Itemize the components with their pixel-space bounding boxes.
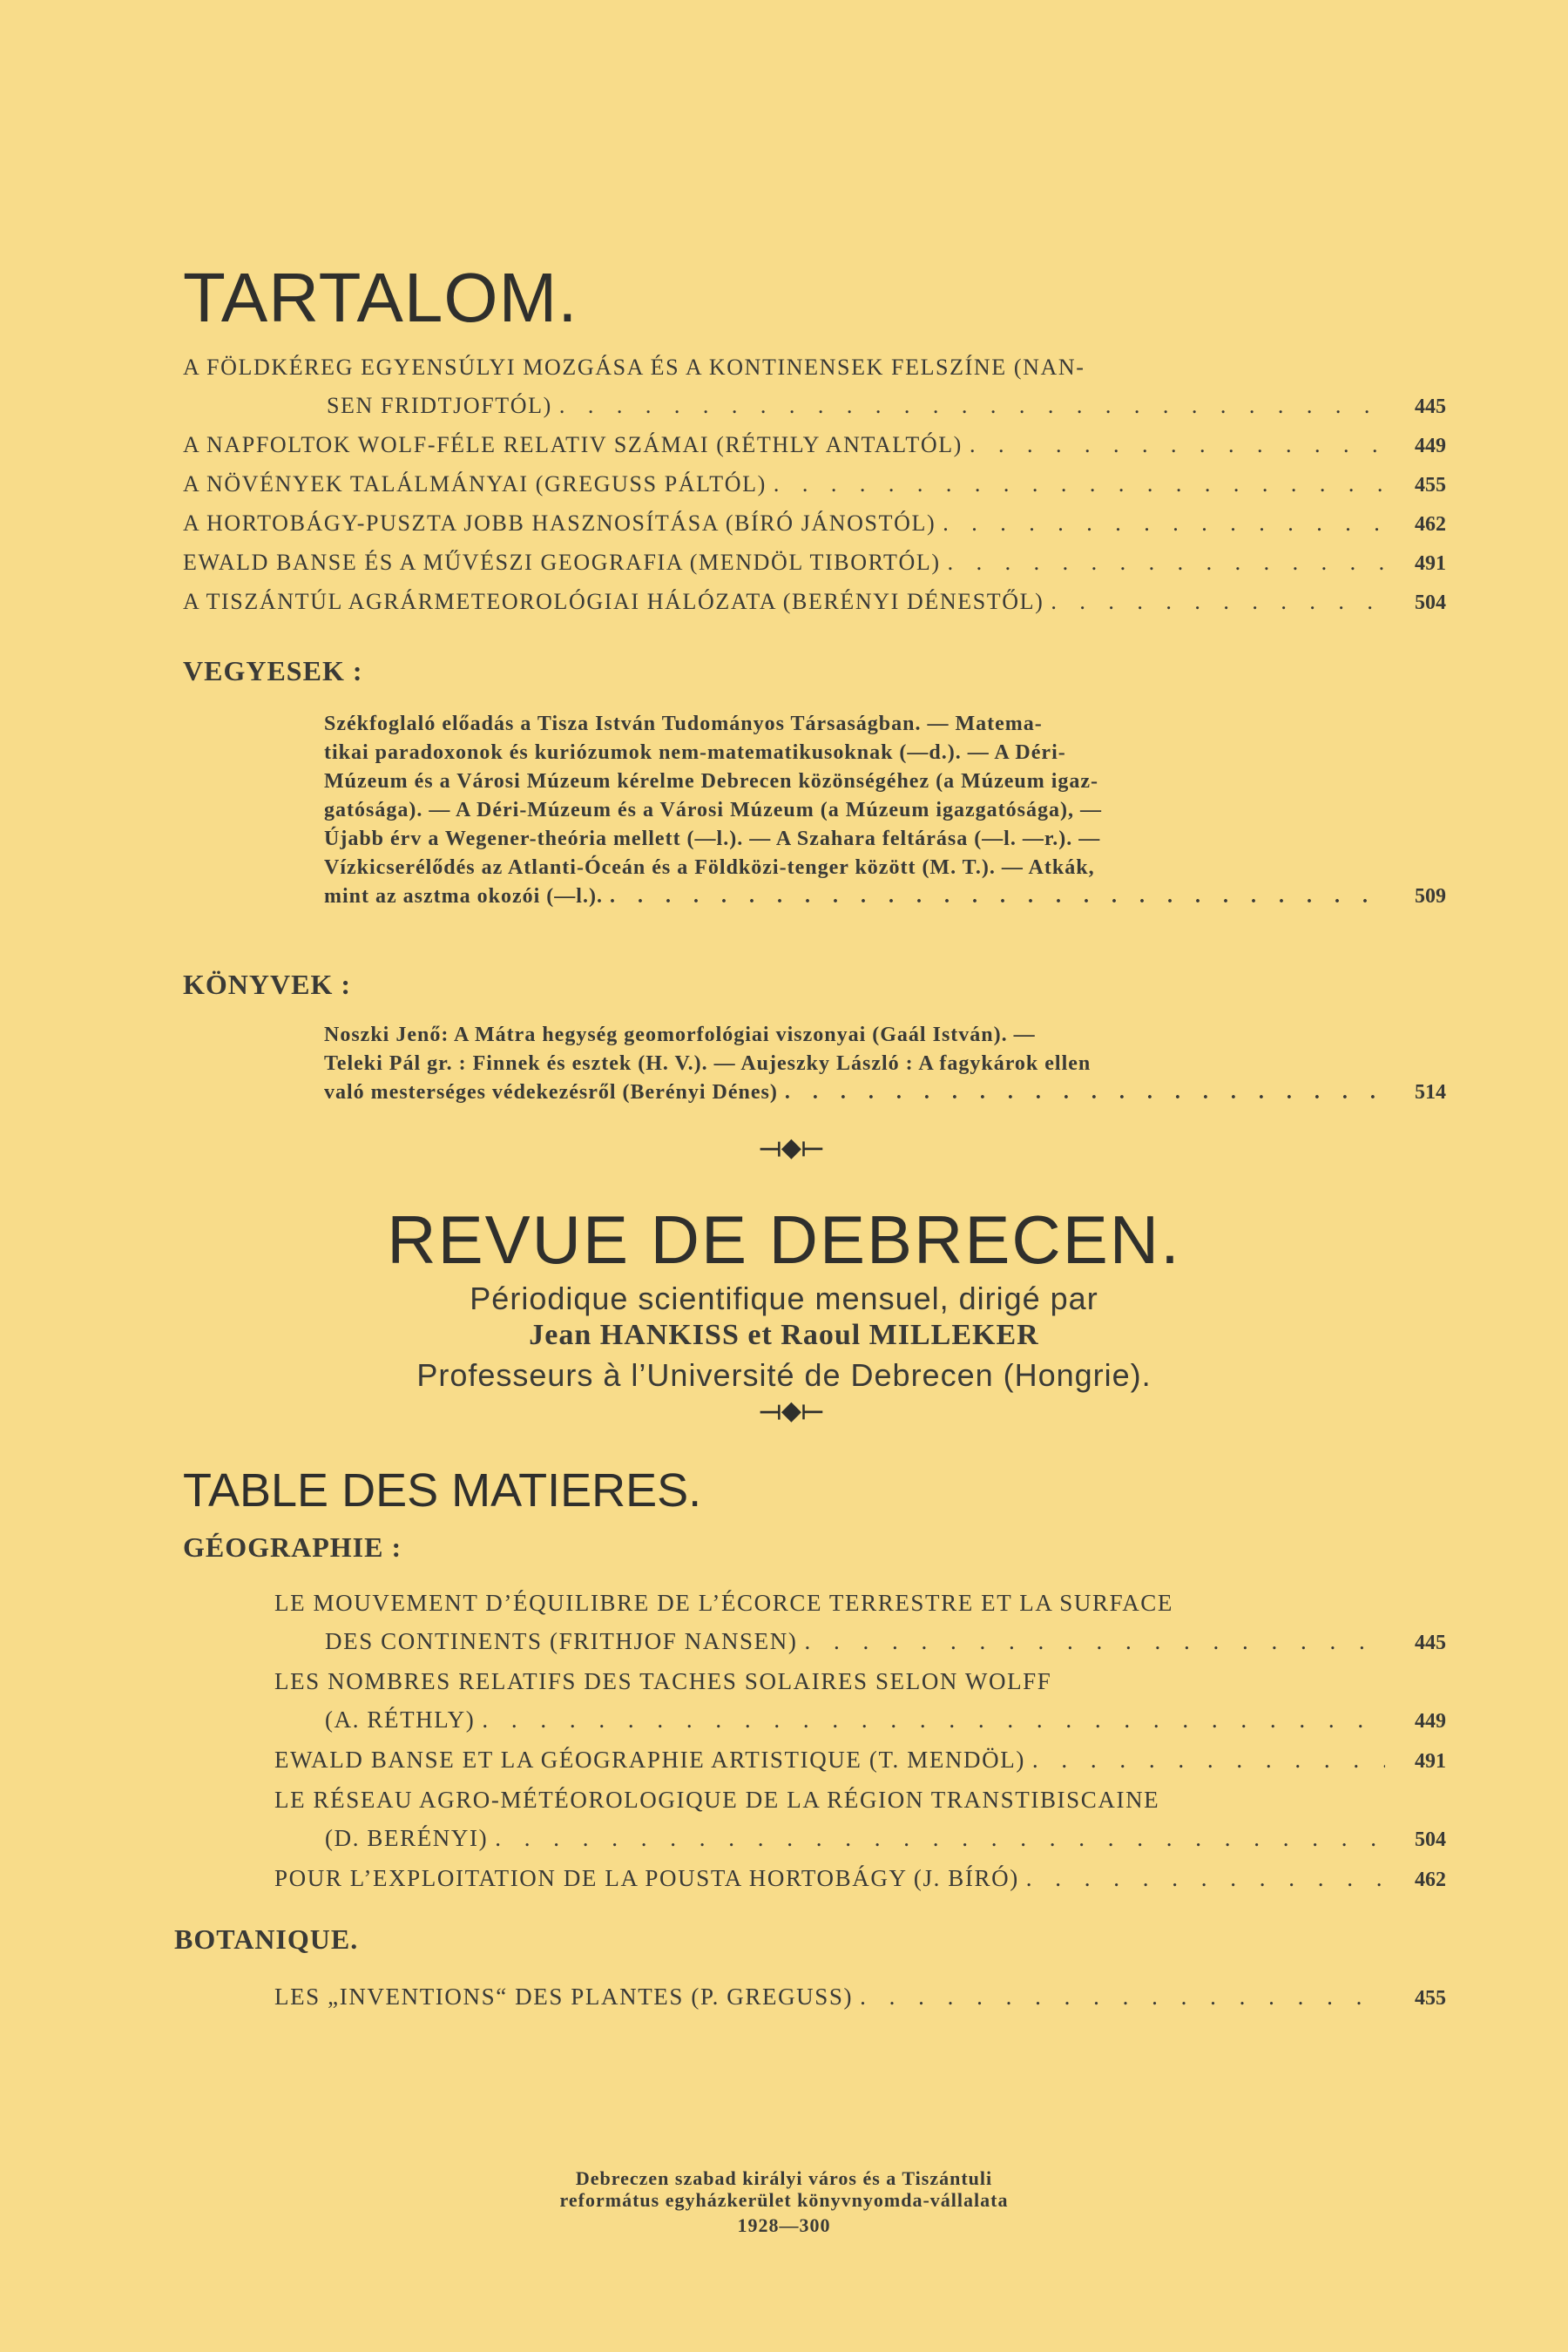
section-heading-konyvek: KÖNYVEK : — [183, 969, 351, 1000]
toc-entry-3[interactable] — [183, 465, 1446, 504]
paragraph-last-line — [324, 882, 1446, 911]
dot-leader — [941, 544, 1385, 582]
toc-entry-line2: DES CONTINENTS (FRITHJOF NANSEN) — [325, 1628, 798, 1654]
section-heading-botanique: BOTANIQUE. — [174, 1923, 359, 1955]
imprint-line: református egyházkerület könyvnyomda-vállalata — [559, 2189, 1009, 2211]
journal-subtitle: Périodique scientifique mensuel, dirigé par — [470, 1281, 1098, 1316]
toc-entry-1-line2: SEN FRIDTJOFTÓL) — [327, 393, 552, 418]
toc-entry-fr-3[interactable] — [274, 1740, 1446, 1781]
journal-editors: Jean HANKISS et Raoul MILLEKER — [529, 1319, 1039, 1351]
dot-leader — [1019, 1859, 1385, 1897]
toc-page-number: 462 — [1415, 1869, 1446, 1891]
toc-entry-fr-2[interactable] — [274, 1700, 1446, 1740]
paragraph-line: tikai paradoxonok és kuriózumok nem-matematikusoknak (—d.). — A Déri- — [324, 741, 1066, 764]
toc-entry-title: A NÖVÉNYEK TALÁLMÁNYAI (GREGUSS PÁLTÓL) — [183, 471, 767, 497]
toc-page-number: 445 — [1415, 395, 1446, 418]
toc-entry-1-line1: A FÖLDKÉREG EGYENSÚLYI MOZGÁSA ÉS A KONTINENSEK FELSZÍNE (NAN- — [183, 355, 1085, 380]
dot-leader — [1044, 583, 1385, 621]
dot-leader — [1025, 1740, 1385, 1779]
toc-page-number: 514 — [1415, 1081, 1446, 1104]
journal-title: REVUE DE DEBRECEN. — [387, 1201, 1181, 1278]
toc-entry-fr-5[interactable] — [274, 1859, 1446, 1899]
dot-leader — [963, 426, 1385, 464]
toc-entry-title: EWALD BANSE ÉS A MŰVÉSZI GEOGRAFIA (MENDÖL TIBORTÓL) — [183, 550, 941, 575]
imprint-line: Debreczen szabad királyi város és a Tiszántuli — [575, 2167, 993, 2189]
paragraph-line: Székfoglaló előadás a Tisza István Tudományos Társaságban. — Matema- — [324, 713, 1043, 735]
toc-page-number: 504 — [1415, 1828, 1446, 1851]
toc-page-number: 455 — [1415, 1987, 1446, 2010]
page-title: TARTALOM. — [183, 259, 578, 336]
toc-entry-line1: LES NOMBRES RELATIFS DES TACHES SOLAIRES SELON WOLFF — [274, 1668, 1052, 1694]
toc-page-number: 445 — [1415, 1632, 1446, 1654]
toc-entry-botanique-1[interactable] — [274, 1977, 1446, 2017]
toc-entry-line1: LE MOUVEMENT D’ÉQUILIBRE DE L’ÉCORCE TERRESTRE ET LA SURFACE — [274, 1590, 1174, 1616]
paragraph-line: való mesterséges védekezésről (Berényi Dénes) — [324, 1081, 778, 1104]
paragraph-line: Újabb érv a Wegener-theória mellett (—l.). — A Szahara feltárása (—l. —r.). — — [324, 828, 1101, 850]
toc-entry-title: POUR L’EXPLOITATION DE LA POUSTA HORTOBÁGY (J. BÍRÓ) — [274, 1865, 1019, 1891]
paragraph-line: gatósága). — A Déri-Múzeum és a Városi Múzeum (a Múzeum igazgatósága), — — [324, 799, 1102, 821]
dot-leader — [853, 1977, 1385, 2016]
toc-entry-line2: (A. RÉTHLY) — [325, 1707, 476, 1733]
toc-entry-5[interactable] — [183, 544, 1446, 583]
toc-entry-4[interactable] — [183, 504, 1446, 544]
dot-leader — [603, 882, 1385, 911]
toc-entry-2[interactable] — [183, 426, 1446, 465]
dot-leader — [767, 465, 1385, 504]
dot-leader — [797, 1622, 1385, 1660]
toc-page-number: 504 — [1415, 591, 1446, 614]
toc-entry-title: A TISZÁNTÚL AGRÁRMETEOROLÓGIAI HÁLÓZATA (BERÉNYI DÉNESTŐL) — [183, 589, 1044, 614]
section-heading-vegyesek: VEGYESEK : — [183, 655, 363, 686]
toc-page-number: 509 — [1415, 885, 1446, 908]
toc-entry-fr-1[interactable] — [274, 1622, 1446, 1662]
dot-leader — [552, 387, 1385, 425]
paragraph-line: Vízkicserélődés az Atlanti-Óceán és a Földközi-tenger között (M. T.). — Atkák, — [324, 856, 1095, 879]
paragraph-line: Múzeum és a Városi Múzeum kérelme Debrecen közönségéhez (a Múzeum igaz- — [324, 770, 1099, 793]
konyvek-paragraph[interactable] — [324, 1021, 1446, 1107]
french-toc-title: TABLE DES MATIERES. — [183, 1464, 702, 1517]
paragraph-last-line — [324, 1078, 1446, 1107]
hungarian-toc — [183, 348, 1446, 622]
imprint-number: 1928—300 — [737, 2214, 831, 2236]
toc-entry-6[interactable] — [183, 583, 1446, 622]
toc-entry-title: A HORTOBÁGY-PUSZTA JOBB HASZNOSÍTÁSA (BÍRÓ JÁNOSTÓL) — [183, 510, 936, 536]
toc-entry-title: EWALD BANSE ET LA GÉOGRAPHIE ARTISTIQUE (T. MENDÖL) — [274, 1747, 1025, 1773]
toc-page-number: 491 — [1415, 1750, 1446, 1773]
toc-entry-title: LES „INVENTIONS“ DES PLANTES (P. GREGUSS) — [274, 1984, 854, 2010]
toc-page-number: 491 — [1415, 552, 1446, 575]
paragraph-line: Noszki Jenő: A Mátra hegység geomorfológiai viszonyai (Gaál István). — — [324, 1024, 1036, 1046]
paragraph-line: Teleki Pál gr. : Finnek és esztek (H. V.). — Aujeszky László : A fagykárok ellen — [324, 1052, 1092, 1075]
printer-imprint — [0, 2167, 1568, 2236]
toc-entry-1[interactable] — [183, 387, 1446, 426]
ornament-divider: ⟞◆⟝ — [760, 1396, 823, 1425]
ornament-divider: ⟞◆⟝ — [760, 1133, 823, 1162]
toc-page-number: 449 — [1415, 435, 1446, 457]
toc-entry-title: A NAPFOLTOK WOLF-FÉLE RELATIV SZÁMAI (RÉTHLY ANTALTÓL) — [183, 432, 963, 457]
journal-affiliation: Professeurs à l’Université de Debrecen (Hongrie). — [416, 1357, 1152, 1393]
toc-page-number: 455 — [1415, 474, 1446, 497]
paragraph-line: mint az asztma okozói (—l.). — [324, 885, 603, 908]
dot-leader — [936, 504, 1385, 543]
toc-entry-line2: (D. BERÉNYI) — [325, 1825, 489, 1851]
vegyesek-paragraph[interactable] — [324, 710, 1446, 911]
french-toc-botanique — [274, 1977, 1446, 2017]
toc-page-number: 462 — [1415, 513, 1446, 536]
toc-entry-fr-4[interactable] — [274, 1819, 1446, 1859]
toc-entry-line1: LE RÉSEAU AGRO-MÉTÉOROLOGIQUE DE LA RÉGION TRANSTIBISCAINE — [274, 1787, 1160, 1813]
toc-page-number: 449 — [1415, 1710, 1446, 1733]
dot-leader — [778, 1078, 1385, 1107]
dot-leader — [475, 1700, 1385, 1739]
section-heading-geographie: GÉOGRAPHIE : — [183, 1531, 402, 1563]
dot-leader — [488, 1819, 1385, 1857]
french-toc-geographie — [274, 1584, 1446, 1899]
